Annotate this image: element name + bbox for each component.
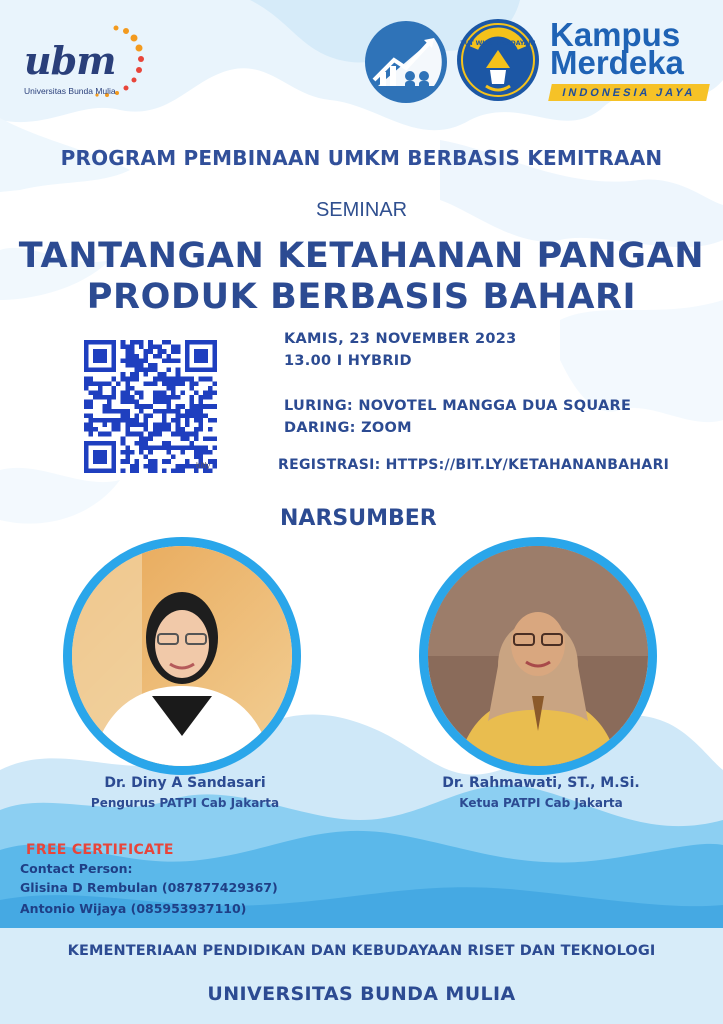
- kampus-merdeka-line1: Kampus: [550, 16, 681, 53]
- speaker-portrait-icon: [428, 546, 648, 766]
- contact-person-1: Glisina D Rembulan (087877429367): [20, 880, 278, 895]
- growth-chart-icon: [364, 20, 448, 104]
- tut-wuri-handayani-emblem-icon: [456, 18, 540, 102]
- contact-person-label: Contact Person:: [20, 861, 133, 876]
- speaker-2-name: Dr. Rahmawati, ST., M.Si.: [442, 775, 640, 791]
- seminar-label: SEMINAR: [315, 199, 408, 221]
- seminar-title: [0, 236, 723, 318]
- kampus-merdeka-band: INDONESIA JAYA: [548, 84, 710, 101]
- university-name: UNIVERSITAS BUNDA MULIA: [207, 983, 516, 1005]
- event-daring-platform: DARING: ZOOM: [284, 420, 412, 436]
- program-title: PROGRAM PEMBINAAN UMKM BERBASIS KEMITRAAN: [60, 146, 663, 170]
- kampus-merdeka-line2: Merdeka: [550, 44, 684, 81]
- event-luring-venue: LURING: NOVOTEL MANGGA DUA SQUARE: [284, 398, 632, 414]
- tut-wuri-motto: TUT WURI HANDAYANI: [460, 40, 536, 47]
- ubm-wordmark: ubm: [24, 38, 116, 83]
- qr-brand-label: bitly: [196, 461, 211, 470]
- speakers-heading: NARSUMBER: [280, 506, 437, 531]
- speaker-photo-1: [63, 537, 301, 775]
- ubm-logo: [18, 22, 143, 107]
- event-time: 13.00 I HYBRID: [284, 353, 412, 369]
- ubm-tagline: Universitas Bunda Mulia: [24, 86, 116, 96]
- free-certificate-label: FREE CERTIFICATE: [26, 842, 174, 858]
- seminar-title-line1: TANTANGAN KETAHANAN PANGAN: [18, 236, 705, 276]
- ministry-name: KEMENTERIAAN PENDIDIKAN DAN KEBUDAYAAN RISET DAN TEKNOLOGI: [67, 943, 656, 959]
- registration-qr-code[interactable]: [84, 340, 217, 473]
- speaker-1-name: Dr. Diny A Sandasari: [104, 775, 266, 791]
- registration-link[interactable]: REGISTRASI: HTTPS://BIT.LY/KETAHANANBAHARI: [278, 457, 670, 473]
- contact-person-2: Antonio Wijaya (085953937110): [20, 901, 247, 916]
- seminar-title-line2: PRODUK BERBASIS BAHARI: [86, 277, 637, 317]
- kampus-merdeka-logo: [544, 18, 714, 108]
- speaker-photo-2: [419, 537, 657, 775]
- speaker-1-role: Pengurus PATPI Cab Jakarta: [90, 796, 280, 810]
- speaker-portrait-icon: [72, 546, 292, 766]
- event-date: KAMIS, 23 NOVEMBER 2023: [284, 331, 517, 347]
- speaker-2-role: Ketua PATPI Cab Jakarta: [459, 796, 623, 810]
